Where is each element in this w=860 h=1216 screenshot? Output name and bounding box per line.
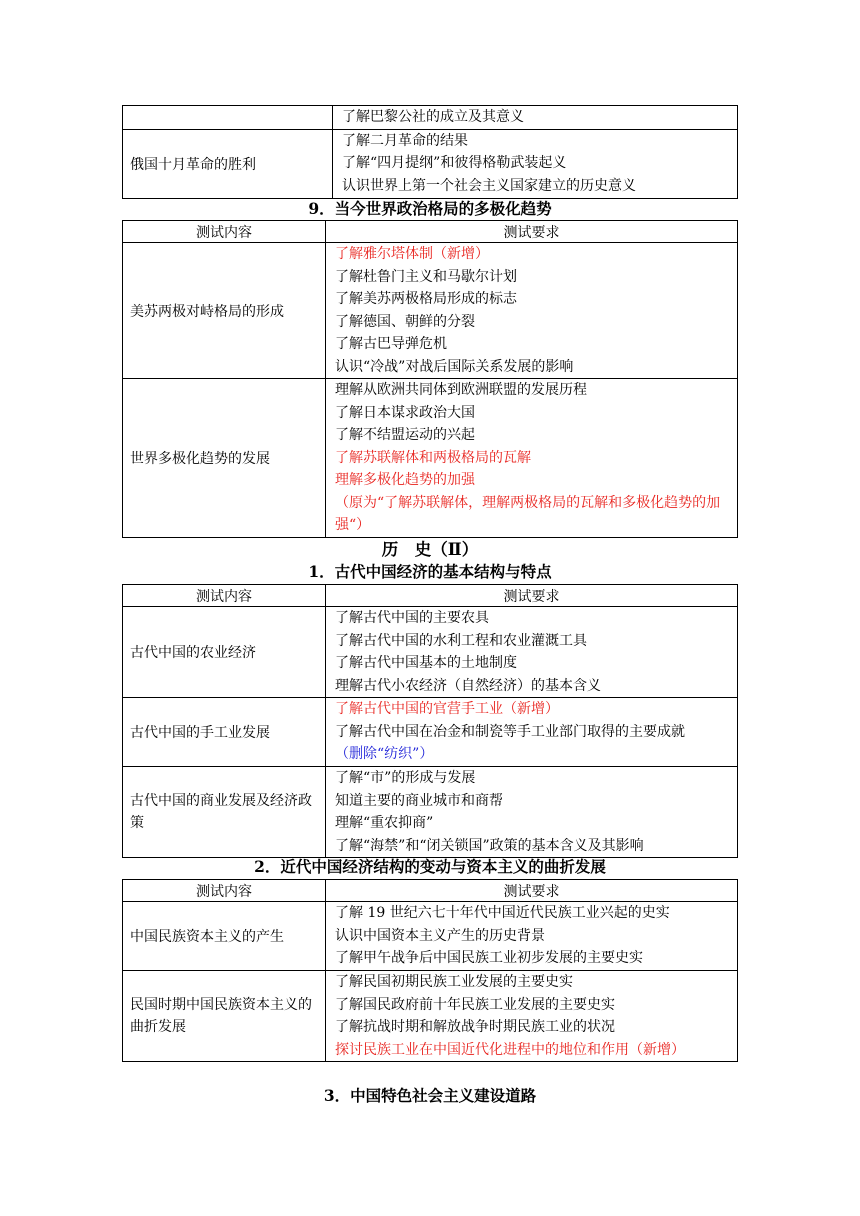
table-section-2: [122, 879, 738, 1062]
requirement-item: 了解巴黎公社的成立及其意义: [342, 109, 524, 125]
header-content: 测试内容: [123, 221, 326, 243]
requirements-cell: [326, 767, 738, 858]
table-row: [123, 379, 738, 538]
table-row: [123, 698, 738, 767]
table-section-1: [122, 584, 738, 858]
topic-cell: [123, 106, 333, 130]
requirement-item: 了解雅尔塔体制（新增）: [335, 246, 489, 262]
requirements-cell: [326, 243, 738, 379]
requirement-item: 了解古巴导弹危机: [335, 336, 447, 352]
requirement-item: 了解二月革命的结果: [342, 132, 468, 149]
topic-cell: 民国时期中国民族资本主义的曲折发展: [123, 971, 326, 1062]
topic-cell: 俄国十月革命的胜利: [123, 129, 333, 198]
requirement-item: 了解“市”的形成与发展: [335, 770, 476, 786]
part-2-title: 历 史（Ⅱ）: [381, 540, 479, 559]
requirements-cell: [326, 698, 738, 767]
requirement-item: 了解古代中国的主要农具: [335, 610, 489, 626]
table-world-history-continued: [122, 105, 738, 199]
requirement-item: 了解杜鲁门主义和马歇尔计划: [335, 268, 517, 285]
table-row: [123, 902, 738, 971]
header-requirements: 测试要求: [326, 880, 738, 902]
section-3-title: 3．中国特色社会主义建设道路: [323, 1086, 537, 1105]
requirement-item: 了解甲午战争后中国民族工业初步发展的主要史实: [335, 950, 643, 967]
table-row: [123, 129, 738, 198]
requirements-cell: [326, 971, 738, 1062]
requirement-item: 理解古代小农经济（自然经济）的基本含义: [335, 677, 601, 694]
requirement-item: 了解国民政府前十年民族工业发展的主要史实: [335, 996, 615, 1013]
requirement-item: 了解日本谋求政治大国: [335, 404, 475, 421]
requirement-item: 了解德国、朝鲜的分裂: [335, 313, 475, 330]
requirement-item: 了解古代中国基本的土地制度: [335, 655, 517, 671]
requirements-cell: [333, 106, 738, 130]
requirement-item: 了解美苏两极格局形成的标志: [335, 291, 517, 307]
table-header-row: [123, 880, 738, 902]
requirement-item: 了解“海禁”和“闭关锁国”政策的基本含义及其影响: [335, 837, 644, 854]
requirement-item: 理解“重农抑商”: [335, 815, 434, 831]
topic-cell: 古代中国的农业经济: [123, 607, 326, 698]
requirement-note: （原为“了解苏联解体，理解两极格局的瓦解和多极化趋势的加强“）: [335, 494, 721, 533]
requirement-item: 了解古代中国的官营手工业（新增）: [335, 701, 559, 718]
requirement-item: 认识中国资本主义产生的历史背景: [335, 927, 545, 944]
header-content: 测试内容: [123, 585, 326, 607]
requirement-item: 了解不结盟运动的兴起: [335, 427, 475, 443]
table-row: [123, 607, 738, 698]
header-content: 测试内容: [123, 880, 326, 902]
requirement-item: 了解抗战时期和解放战争时期民族工业的状况: [335, 1019, 615, 1035]
table-row: [123, 767, 738, 858]
requirements-cell: [326, 379, 738, 538]
table-header-row: [123, 221, 738, 243]
table-header-row: [123, 585, 738, 607]
requirement-item: 了解古代中国在冶金和制瓷等手工业部门取得的主要成就: [335, 723, 685, 740]
requirements-cell: [326, 607, 738, 698]
requirement-item: 认识世界上第一个社会主义国家建立的历史意义: [342, 177, 636, 194]
requirement-note: （删除“纺织”）: [335, 746, 434, 763]
requirement-item: 了解 19 世纪六七十年代中国近代民族工业兴起的史实: [335, 905, 670, 922]
requirement-item: 理解从欧洲共同体到欧洲联盟的发展历程: [335, 382, 587, 398]
header-requirements: 测试要求: [326, 221, 738, 243]
header-requirements: 测试要求: [326, 585, 738, 607]
table-section-9: [122, 220, 738, 538]
topic-cell: 古代中国的手工业发展: [123, 698, 326, 767]
table-row: [123, 243, 738, 379]
requirement-item: 了解民国初期民族工业发展的主要史实: [335, 974, 573, 990]
requirement-item: 了解古代中国的水利工程和农业灌溉工具: [335, 632, 587, 649]
table-row: [123, 106, 738, 130]
topic-cell: 古代中国的商业发展及经济政策: [123, 767, 326, 858]
topic-cell: 中国民族资本主义的产生: [123, 902, 326, 971]
requirement-item: 知道主要的商业城市和商帮: [335, 792, 503, 809]
section-1-title: 1．古代中国经济的基本结构与特点: [308, 562, 552, 581]
requirement-item: 理解多极化趋势的加强: [335, 472, 475, 488]
section-9-title: 9．当今世界政治格局的多极化趋势: [308, 199, 552, 218]
topic-cell: 美苏两极对峙格局的形成: [123, 243, 326, 379]
requirement-item: 了解苏联解体和两极格局的瓦解: [335, 449, 531, 466]
table-row: [123, 971, 738, 1062]
requirement-item: 认识“冷战”对战后国际关系发展的影响: [335, 358, 574, 375]
requirement-item: 探讨民族工业在中国近代化进程中的地位和作用（新增）: [335, 1041, 685, 1058]
requirements-cell: [326, 902, 738, 971]
topic-cell: 世界多极化趋势的发展: [123, 379, 326, 538]
requirement-item: 了解“四月提纲”和彼得格勒武装起义: [342, 155, 567, 172]
section-2-title: 2．近代中国经济结构的变动与资本主义的曲折发展: [254, 857, 606, 876]
requirements-cell: [333, 129, 738, 198]
